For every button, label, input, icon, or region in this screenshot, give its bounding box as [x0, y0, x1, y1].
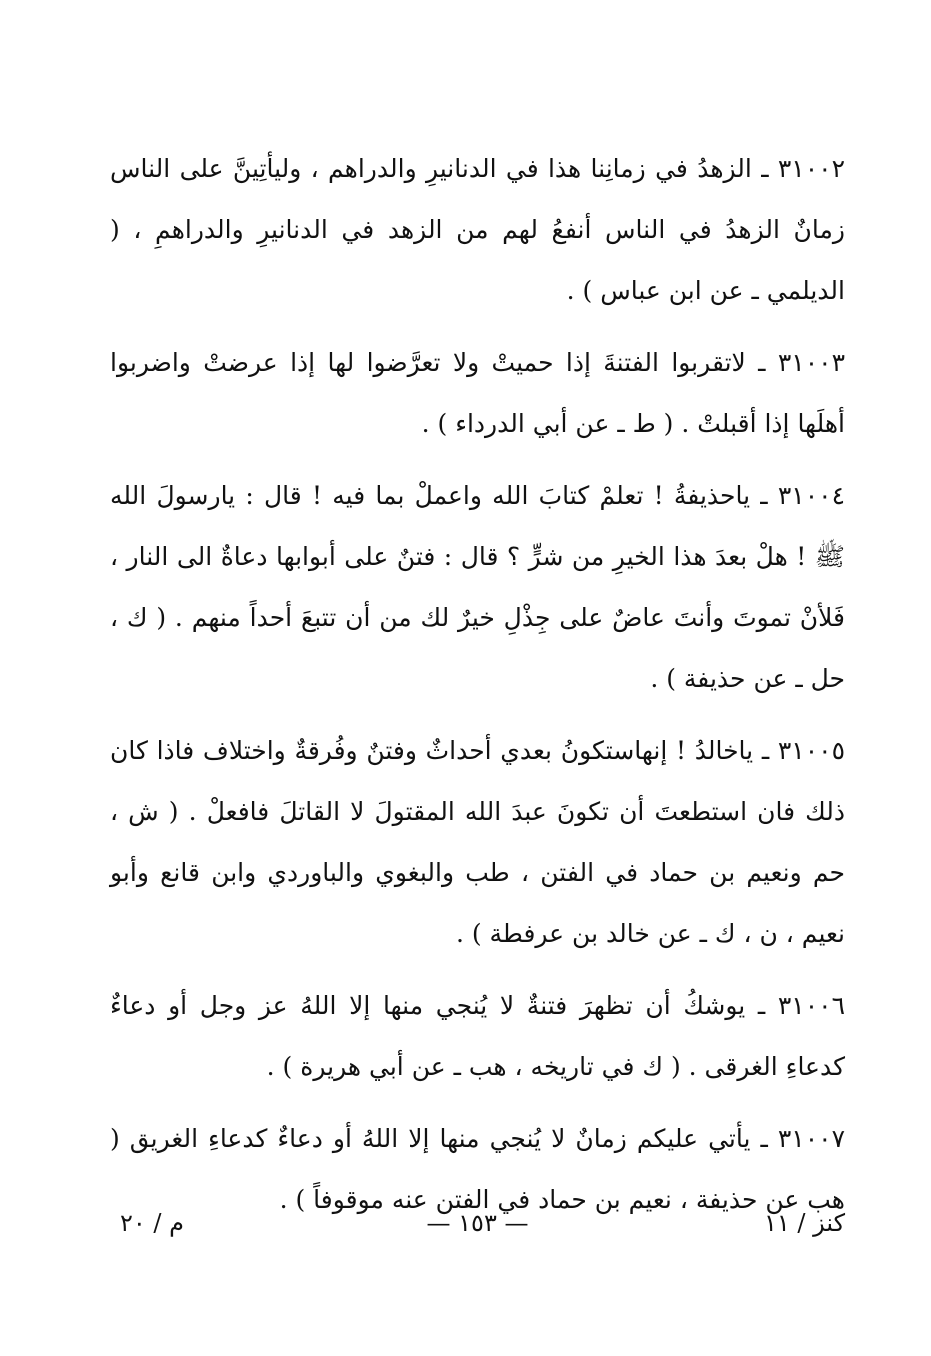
page-number: — ١٥٣ —: [426, 1209, 529, 1237]
page-footer: [110, 1203, 845, 1243]
hadith-entry-31004: ٣١٠٠٤ ـ ياحذيفةُ ! تعلمْ كتابَ الله واعملْ بما فيه ! قال : يارسولَ الله ﷺ ! هلْ بعدَ هذا الخيرِ من شرٍّ ؟ قال : فتنٌ على أبوابها دعاةٌ الى النار ، فَلأنْ تموتَ وأنتَ عاضٌ على جِذْلِ خيرٌ لك من أن تتبعَ أحداً منهم . ( ك ، حل ـ عن حذيفة ) .: [110, 481, 845, 693]
hadith-entry-31003: ٣١٠٠٣ ـ لاتقربوا الفتنةَ إذا حميتْ ولا تعرَّضوا لها إذا عرضتْ واضربوا أهلَها إذا أقبلتْ . ( ط ـ عن أبي الدرداء ) .: [110, 348, 845, 438]
footer-volume-label: كنز / ١١: [763, 1209, 845, 1237]
hadith-entry-31007: ٣١٠٠٧ ـ يأتي عليكم زمانٌ لا يُنجي منها إلا اللهُ أو دعاءٌ كدعاءِ الغريق ( هب عن حذيفة ، نعيم بن حماد في الفتن عنه موقوفاً ) .: [110, 1124, 845, 1214]
hadith-entry-31005: ٣١٠٠٥ ـ ياخالدُ ! إنهاستكونُ بعدي أحداثٌ وفتنٌ وفُرقةٌ واختلاف فاذا كان ذلك فان استطعتَ أن تكونَ عبدَ الله المقتولَ لا القاتلَ فافعلْ . ( ش ، حم ونعيم بن حماد في الفتن ، طب والبغوي والباوردي وابن قانع وأبو نعيم ، ن ، ك ـ عن خالد بن عرفطة ) .: [110, 736, 845, 948]
footer-signature-label: م / ٢٠: [120, 1209, 184, 1237]
hadith-entry-31002: ٣١٠٠٢ ـ الزهدُ في زمانِنا هذا في الدنانيرِ والدراهم ، وليأتِينَّ على الناس زمانٌ الزهدُ في الناس أنفعُ لهم من الزهد في الدنانيرِ والدراهمِ ، ( الديلمي ـ عن ابن عباس ) .: [110, 154, 845, 305]
hadith-entry-31006: ٣١٠٠٦ ـ يوشكُ أن تظهرَ فتنةٌ لا يُنجي منها إلا اللهُ عز وجل أو دعاءٌ كدعاءِ الغرقى . ( ك في تاريخه ، هب ـ عن أبي هريرة ) .: [110, 991, 845, 1081]
hadith-text-body: [110, 138, 845, 1241]
